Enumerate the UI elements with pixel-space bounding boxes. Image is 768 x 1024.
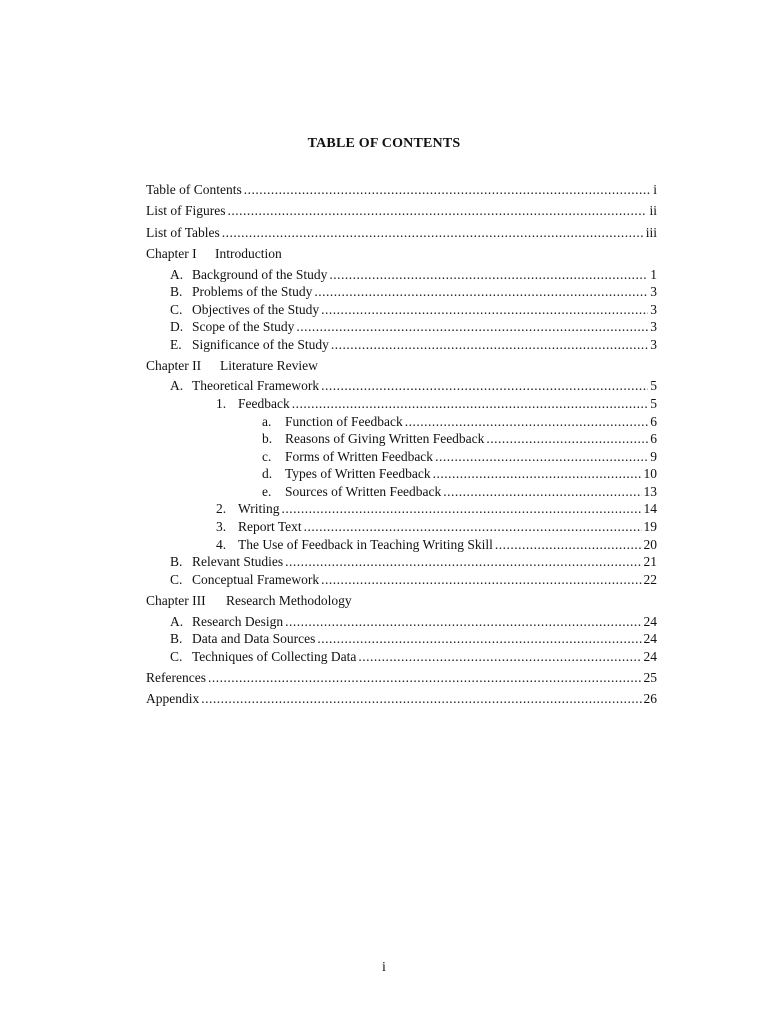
dot-leader xyxy=(433,465,642,482)
toc-entry-page: ii xyxy=(649,203,657,218)
toc-entry-marker: D. xyxy=(170,319,184,334)
toc-entry-label: Theoretical Framework xyxy=(192,378,320,393)
toc-entry-page: 1 xyxy=(650,267,657,282)
dot-leader xyxy=(358,648,641,665)
dot-leader xyxy=(228,202,648,219)
toc-entry-page: iii xyxy=(645,225,657,240)
dot-leader xyxy=(296,318,648,335)
toc-entry-label: Forms of Written Feedback xyxy=(285,449,434,464)
toc-entry-marker: C. xyxy=(170,302,183,317)
toc-entry-label: The Use of Feedback in Teaching Writing Skill xyxy=(238,537,493,552)
toc-entry-page: 3 xyxy=(650,302,657,317)
chapter-label: Chapter III xyxy=(146,593,206,608)
toc-entry[interactable] xyxy=(262,430,657,447)
toc-entry-page: 9 xyxy=(650,449,657,464)
toc-entry[interactable] xyxy=(170,336,657,353)
dot-leader xyxy=(285,553,641,570)
toc-entry-page: 3 xyxy=(650,337,657,352)
toc-entry[interactable] xyxy=(216,536,657,553)
dot-leader xyxy=(321,571,641,588)
dot-leader xyxy=(304,518,642,535)
dot-leader xyxy=(443,483,641,500)
toc-entry[interactable] xyxy=(170,553,657,570)
toc-entry-page: 19 xyxy=(643,519,657,534)
toc-entry-marker: A. xyxy=(170,378,184,393)
toc-entry-label: Objectives of the Study xyxy=(192,302,320,317)
toc-entry-page: 25 xyxy=(643,670,657,685)
toc-entry-label: Feedback xyxy=(238,396,290,411)
toc-entry-page: 14 xyxy=(643,501,657,516)
dot-leader xyxy=(495,536,642,553)
toc-entry-label: Relevant Studies xyxy=(192,554,284,569)
toc-entry-marker: c. xyxy=(262,449,272,464)
toc-entry-label: Scope of the Study xyxy=(192,319,295,334)
toc-entry[interactable] xyxy=(262,483,657,500)
dot-leader xyxy=(329,266,648,283)
toc-entry[interactable] xyxy=(170,266,657,283)
toc-entry-page: 5 xyxy=(650,378,657,393)
toc-entry-page: 3 xyxy=(650,319,657,334)
toc-entry-label: Function of Feedback xyxy=(285,414,403,429)
toc-entry-page: 24 xyxy=(643,614,657,629)
dot-leader xyxy=(244,181,651,198)
toc-entry-label: Techniques of Collecting Data xyxy=(192,649,357,664)
toc-entry[interactable] xyxy=(262,413,657,430)
toc-entry-marker: 4. xyxy=(216,537,227,552)
toc-entry[interactable] xyxy=(170,301,657,318)
chapter-heading-2 xyxy=(146,357,318,374)
toc-entry-label: Appendix xyxy=(146,691,200,706)
toc-entry-list-of-figures[interactable] xyxy=(146,202,657,219)
toc-entry[interactable] xyxy=(170,377,657,394)
toc-entry-marker: B. xyxy=(170,631,183,646)
toc-entry[interactable] xyxy=(262,448,657,465)
toc-entry-page: 26 xyxy=(643,691,657,706)
toc-entry-marker: C. xyxy=(170,649,183,664)
dot-leader xyxy=(486,430,648,447)
toc-entry[interactable] xyxy=(216,518,657,535)
toc-entry-marker: A. xyxy=(170,614,184,629)
toc-entry-label: Conceptual Framework xyxy=(192,572,320,587)
toc-entry-references[interactable] xyxy=(146,669,657,686)
toc-entry-label: List of Figures xyxy=(146,203,226,218)
dot-leader xyxy=(292,395,649,412)
dot-leader xyxy=(281,500,641,517)
toc-entry-label: Significance of the Study xyxy=(192,337,329,352)
toc-entry-label: List of Tables xyxy=(146,225,220,240)
toc-entry-marker: C. xyxy=(170,572,183,587)
toc-entry[interactable] xyxy=(262,465,657,482)
chapter-heading-1 xyxy=(146,245,282,262)
toc-entry-marker: B. xyxy=(170,284,183,299)
dot-leader xyxy=(321,301,648,318)
toc-entry-marker: b. xyxy=(262,431,273,446)
toc-entry-page: 10 xyxy=(643,466,657,481)
toc-entry[interactable] xyxy=(170,318,657,335)
toc-entry-page: i xyxy=(653,182,657,197)
toc-entry[interactable] xyxy=(170,648,657,665)
toc-entry-marker: 3. xyxy=(216,519,227,534)
dot-leader xyxy=(317,630,641,647)
dot-leader xyxy=(208,669,642,686)
dot-leader xyxy=(285,613,641,630)
toc-entry-page: 22 xyxy=(643,572,657,587)
chapter-label: Chapter II xyxy=(146,358,202,373)
toc-entry-label: Report Text xyxy=(238,519,302,534)
toc-entry[interactable] xyxy=(170,630,657,647)
toc-entry-page: 5 xyxy=(650,396,657,411)
chapter-title: Introduction xyxy=(215,246,282,261)
toc-entry[interactable] xyxy=(170,571,657,588)
toc-entry-page: 24 xyxy=(643,631,657,646)
toc-entry-label: Background of the Study xyxy=(192,267,328,282)
toc-entry-page: 6 xyxy=(650,431,657,446)
toc-entry-appendix[interactable] xyxy=(146,690,657,707)
dot-leader xyxy=(222,224,644,241)
toc-entry-label: References xyxy=(146,670,206,685)
dot-leader xyxy=(405,413,649,430)
page-number: i xyxy=(382,960,386,975)
toc-entry-marker: d. xyxy=(262,466,273,481)
dot-leader xyxy=(331,336,648,353)
toc-entry-label: Table of Contents xyxy=(146,182,242,197)
dot-leader xyxy=(321,377,648,394)
dot-leader xyxy=(201,690,641,707)
toc-entry-page: 24 xyxy=(643,649,657,664)
toc-entry-marker: e. xyxy=(262,484,272,499)
toc-entry-page: 20 xyxy=(643,537,657,552)
toc-entry-marker: B. xyxy=(170,554,183,569)
page-title: TABLE OF CONTENTS xyxy=(307,136,461,151)
toc-entry-page: 6 xyxy=(650,414,657,429)
dot-leader xyxy=(435,448,648,465)
toc-entry[interactable] xyxy=(170,283,657,300)
toc-entry-marker: E. xyxy=(170,337,182,352)
toc-entry-label: Data and Data Sources xyxy=(192,631,316,646)
toc-entry-page: 21 xyxy=(643,554,657,569)
toc-entry-label: Types of Written Feedback xyxy=(285,466,431,481)
toc-entry-table-of-contents[interactable] xyxy=(146,181,657,198)
chapter-title: Research Methodology xyxy=(226,593,352,608)
toc-entry-label: Writing xyxy=(238,501,280,516)
toc-entry-label: Problems of the Study xyxy=(192,284,313,299)
toc-entry-marker: a. xyxy=(262,414,272,429)
toc-entry-page: 13 xyxy=(643,484,657,499)
toc-entry[interactable] xyxy=(216,500,657,517)
toc-entry-marker: 2. xyxy=(216,501,227,516)
toc-entry-list-of-tables[interactable] xyxy=(146,224,657,241)
dot-leader xyxy=(314,283,648,300)
toc-entry[interactable] xyxy=(170,613,657,630)
toc-entry-label: Reasons of Giving Written Feedback xyxy=(285,431,485,446)
toc-entry[interactable] xyxy=(216,395,657,412)
chapter-title: Literature Review xyxy=(220,358,318,373)
chapter-label: Chapter I xyxy=(146,246,197,261)
toc-entry-marker: 1. xyxy=(216,396,227,411)
toc-entry-label: Research Design xyxy=(192,614,284,629)
chapter-heading-3 xyxy=(146,592,352,609)
toc-entry-page: 3 xyxy=(650,284,657,299)
toc-entry-marker: A. xyxy=(170,267,184,282)
toc-entry-label: Sources of Written Feedback xyxy=(285,484,442,499)
